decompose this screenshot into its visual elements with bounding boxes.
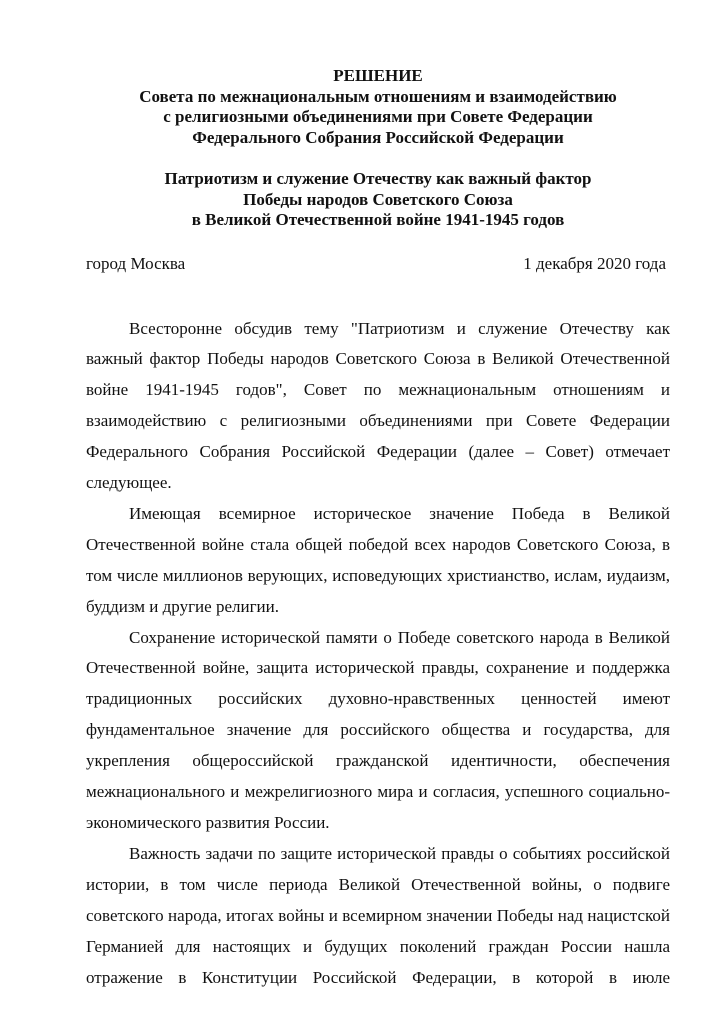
subject-line: Победы народов Советского Союза (243, 189, 513, 209)
document-body (86, 314, 670, 994)
document-page (86, 66, 670, 993)
document-title (86, 66, 670, 148)
document-subject (86, 169, 670, 231)
place: город Москва (86, 253, 186, 273)
title-line: Федерального Собрания Российской Федерации (192, 127, 564, 147)
date: 1 декабря 2020 года (523, 253, 666, 273)
paragraph: Сохранение исторической памяти о Победе советского народа в Великой Отечественной войне, защита исторической правды, сохранение и поддержка традиционных российских духовно-нравственных ценностей имеют фундаментальное значение для российского общества и государства, для укрепления общероссийской гражданской идентичности, обеспечения межнационального и межрелигиозного мира и согласия, успешного социально-экономического развития России. (86, 627, 670, 832)
paragraph: Имеющая всемирное историческое значение Победа в Великой Отечественной войне стала общей победой всех народов Советского Союза, в том числе миллионов верующих, исповедующих христианство, ислам, иудаизм, буддизм и другие религии. (86, 503, 670, 616)
subject-line: в Великой Отечественной войне 1941-1945 годов (191, 210, 565, 229)
place-date-row (86, 254, 670, 274)
title-line: Совета по межнациональным отношениям и взаимодействию (139, 86, 617, 106)
subject-line: Патриотизм и служение Отечеству как важный фактор (164, 169, 592, 188)
title-line: с религиозными объединениями при Совете Федерации (163, 107, 593, 126)
paragraph: Важность задачи по защите исторической правды о событиях российской истории, в том числе периода Великой Отечественной войны, о подвиге советского народа, итогах войны и всемирном значении Победы над нацистской Германией для настоящих и будущих поколений граждан России нашла отражение в Конституции Российской Федерации, в которой в июле (86, 843, 670, 987)
paragraph: Всесторонне обсудив тему "Патриотизм и служение Отечеству как важный фактор Победы народов Советского Союза в Великой Отечественной войне 1941-1945 годов", Совет по межнациональным отношениям и взаимодействию с религиозными объединениями при Совете Федерации Федерального Собрания Российской Федерации (далее – Совет) отмечает следующее. (86, 318, 670, 493)
title-line: РЕШЕНИЕ (333, 66, 423, 85)
